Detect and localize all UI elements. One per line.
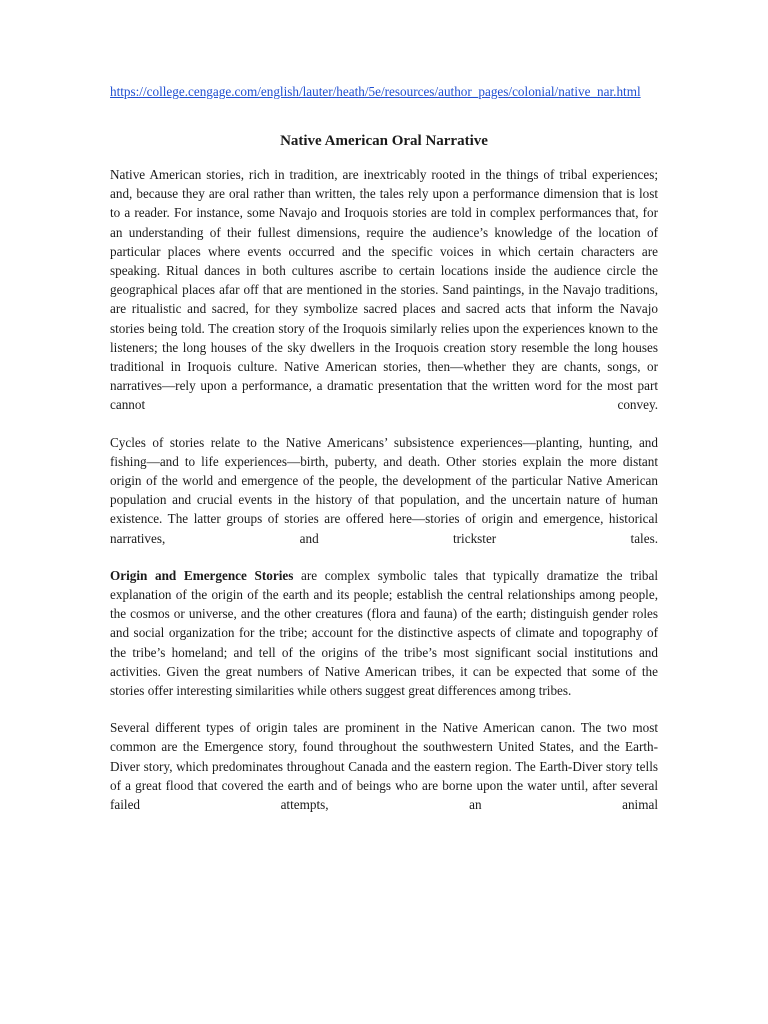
paragraph-text: Cycles of stories relate to the Native Americans’ subsistence experiences—planting, hunting, and fishing—and to life experiences—birth, puberty, and death. Other stories explain the more distant origin of the world and emergence of the people, the development of the particular Native American population and crucial events in the history of that population, and the uncertain nature of human existence. The latter groups of stories are offered here—stories of origin and emergence, historical narratives, and trickster tales. [110,434,658,546]
document-page [110,82,658,832]
paragraph-text: Native American stories, rich in tradition, are inextricably rooted in the things of tribal experiences; and, because they are oral rather than written, the tales rely upon a performance dimension that is lost to a reader. For instance, some Navajo and Iroquois stories are told in complex performances that, for an understanding of their fullest dimensions, require the audience’s knowledge of the location of particular places where events occurred and the specific voices in which certain characters are speaking. Ritual dances in both cultures ascribe to certain locations inside the audience circle the geographical places afar off that are mentioned in the stories. Sand paintings, in the Navajo traditions, are ritualistic and sacred, for they symbolize sacred places and sacred acts that inform the Navajo stories being told. The creation story of the Iroquois similarly relies upon the experiences known to the listeners; the long houses of the sky dwellers in the Iroquois creation story resemble the long houses traditional in Iroquois culture. Native American stories, then—whether they are chants, songs, or narratives—rely upon a performance, a dramatic presentation that the written word for the most part cannot convey. [110,167,658,413]
paragraph-intro [110,165,658,415]
paragraph-text: Several different types of origin tales are prominent in the Native American canon. The two most common are the Emergence story, found throughout the southwestern United States, and the Earth-Diver story, which predominates throughout Canada and the eastern region. The Earth-Diver story tells of a great flood that covered the earth and of beings who are borne upon the water until, after several failed attempts, an animal [110,720,658,813]
document-title: Native American Oral Narrative [280,133,488,149]
source-url-link[interactable]: https://college.cengage.com/english/lauter/heath/5e/resources/author_pages/colonial/native_nar.html [110,84,641,99]
paragraph-cycles [110,433,658,548]
paragraph-origin-emergence [110,566,658,700]
paragraph-text: are complex symbolic tales that typically dramatize the tribal explanation of the origin of the earth and its people; establish the central relationships among people, the cosmos or universe, and the other creatures (flora and fauna) of the earth; distinguish gender roles and social organization for the tribe; account for the distinctive aspects of climate and topography of the tribe’s homeland; and tell of the origins of the tribe’s most significant social institutions and activities. Given the great numbers of Native American tribes, it can be expected that some of the stories offer interesting similarities while others suggest great differences among tribes. [110,567,658,699]
paragraph-lead-heading: Origin and Emergence Stories [110,567,294,583]
paragraph-origin-types [110,718,658,814]
